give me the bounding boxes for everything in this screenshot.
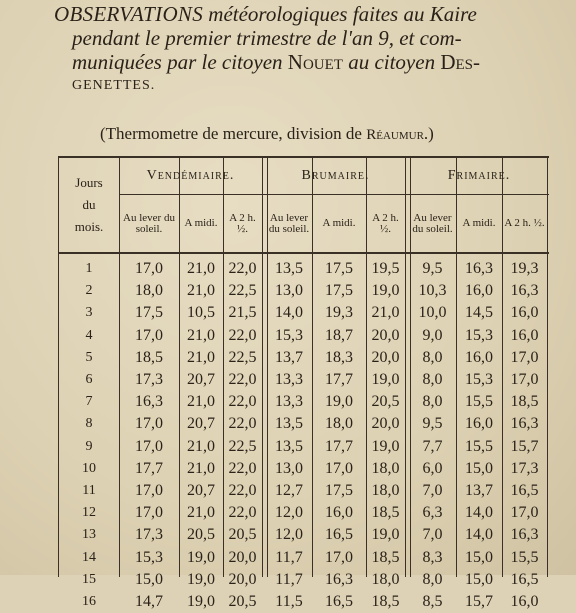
temperature-cell: 17,5 (325, 482, 353, 499)
temperature-cell: 22,0 (228, 393, 257, 411)
temperature-cell: 17,0 (510, 371, 539, 388)
temperature-cell: 17,5 (325, 260, 353, 277)
temperature-cell: 20,5 (187, 526, 215, 544)
temperature-cell: 17,7 (325, 371, 353, 388)
temperature-cell: 22,5 (228, 348, 257, 366)
temperature-cell: 21,0 (187, 282, 215, 300)
temperature-cell: 13,5 (275, 437, 303, 455)
temperature-cell: 7,0 (422, 482, 443, 499)
temperature-cell: 18,0 (325, 415, 353, 433)
title-line-3 (72, 50, 569, 74)
temperature-cell: 21,0 (187, 260, 215, 277)
table-row (59, 569, 549, 591)
title-name-des: Des- (440, 50, 480, 74)
temperature-cell: 19,0 (187, 548, 215, 566)
temperature-cell: 18,7 (325, 326, 353, 344)
subheader-lever: Au lever du soleil. (412, 211, 453, 235)
month-header-frimaire: Frimaire. (447, 168, 511, 183)
temperature-cell: 20,7 (187, 415, 215, 433)
temperature-cell: 16,3 (510, 415, 539, 433)
temperature-cell: 22,0 (228, 482, 257, 499)
temperature-cell: 19,5 (371, 260, 400, 277)
subheader-2h: A 2 h. ½. (372, 211, 399, 235)
temperature-cell: 17,0 (510, 348, 539, 366)
table-row (59, 391, 549, 413)
subheader-2h: A 2 h. ½. (229, 211, 256, 235)
temperature-cell: 17,7 (325, 437, 353, 455)
temperature-cell: 17,3 (135, 526, 163, 544)
temperature-cell: 22,5 (228, 437, 257, 455)
table-row (59, 302, 549, 324)
temperature-cell: 21,0 (187, 437, 215, 455)
table-row (59, 280, 549, 302)
temperature-cell: 8,5 (422, 593, 443, 610)
month-header-brumaire: Brumaire. (301, 168, 370, 183)
table-row (59, 547, 549, 569)
temperature-cell: 15,5 (465, 393, 493, 411)
temperature-cell: 15,5 (465, 437, 493, 455)
table-row (59, 436, 549, 458)
table-row (59, 413, 549, 435)
temperature-cell: 17,0 (135, 504, 163, 522)
temperature-cell: 21,0 (187, 393, 215, 411)
temperature-cell: 22,0 (228, 260, 257, 277)
day-number: 14 (82, 549, 96, 565)
temperature-cell: 9,5 (422, 260, 443, 277)
subtitle-name: Réaumur (366, 127, 424, 143)
temperature-cell: 10,3 (418, 282, 447, 300)
temperature-cell: 16,0 (465, 348, 493, 366)
subheader-lever: Au lever du soleil. (123, 211, 175, 235)
temperature-cell: 13,7 (275, 348, 303, 366)
subtitle (100, 124, 570, 144)
temperature-cell: 12,0 (275, 526, 303, 544)
temperature-cell: 17,0 (135, 482, 163, 499)
header-bottom-rule (59, 252, 549, 254)
temperature-cell: 17,0 (135, 260, 163, 277)
temperature-cell: 8,0 (422, 371, 443, 388)
temperature-cell: 17,7 (135, 459, 163, 477)
temperature-cell: 17,0 (325, 459, 353, 477)
day-number: 5 (85, 349, 93, 365)
temperature-cell: 14,0 (275, 304, 303, 322)
temperature-cell: 9,0 (422, 326, 443, 344)
table-row (59, 347, 549, 369)
day-number: 13 (82, 527, 96, 543)
temperature-cell: 16,3 (135, 393, 163, 411)
temperature-cell: 16,3 (465, 260, 493, 277)
month-header-vendemiaire: Vendémiaire. (146, 168, 235, 183)
temperature-cell: 19,0 (371, 437, 400, 455)
title-line-2: pendant le premier trimestre de l'an 9, et com- (72, 26, 462, 50)
temperature-cell: 18,5 (371, 548, 400, 566)
temperature-cell: 11,5 (275, 593, 303, 610)
temperature-cell: 21,0 (187, 326, 215, 344)
table-row (59, 524, 549, 546)
temperature-cell: 14,0 (465, 526, 493, 544)
day-number: 9 (85, 438, 93, 454)
temperature-cell: 20,0 (371, 415, 400, 433)
temperature-cell: 15,0 (135, 570, 163, 588)
temperature-cell: 7,0 (422, 526, 443, 544)
temperature-cell: 17,3 (135, 371, 163, 388)
subheader-2h: A 2 h. ½. (504, 217, 545, 229)
observation-table (58, 156, 549, 610)
day-number: 10 (82, 460, 96, 476)
temperature-cell: 18,0 (371, 459, 400, 477)
temperature-cell: 16,0 (325, 504, 353, 522)
day-number: 16 (82, 594, 96, 609)
temperature-cell: 13,5 (275, 260, 303, 277)
temperature-cell: 15,3 (465, 326, 493, 344)
day-number: 15 (82, 571, 96, 587)
title-line-1 (54, 2, 569, 26)
temperature-cell: 17,0 (325, 548, 353, 566)
temperature-cell: 15,3 (135, 548, 163, 566)
du-label: du (82, 197, 96, 212)
temperature-cell: 15,0 (465, 570, 493, 588)
temperature-cell: 11,7 (275, 548, 303, 566)
temperature-cell: 13,3 (275, 371, 303, 388)
temperature-cell: 14,0 (465, 504, 493, 522)
temperature-cell: 16,0 (510, 304, 539, 322)
temperature-cell: 7,7 (422, 437, 443, 455)
temperature-cell: 22,5 (228, 282, 257, 300)
day-number: 7 (85, 394, 93, 410)
temperature-cell: 19,3 (510, 260, 539, 277)
temperature-cell: 15,0 (465, 459, 493, 477)
temperature-cell: 17,3 (510, 459, 539, 477)
temperature-cell: 19,0 (325, 393, 353, 411)
temperature-cell: 18,5 (135, 348, 163, 366)
table-row (59, 325, 549, 347)
temperature-cell: 17,5 (135, 304, 163, 322)
table-row (59, 258, 549, 280)
temperature-cell: 15,3 (465, 371, 493, 388)
temperature-cell: 16,5 (510, 482, 539, 499)
subheader-midi: A midi. (462, 217, 496, 229)
temperature-cell: 22,0 (228, 415, 257, 433)
temperature-cell: 20,7 (187, 371, 215, 388)
title-line-4: GENETTES. (72, 78, 156, 93)
temperature-cell: 20,7 (187, 482, 215, 499)
jours-header (59, 158, 119, 252)
temperature-cell: 18,0 (371, 482, 400, 499)
subheader-midi: A midi. (322, 217, 356, 229)
temperature-cell: 6,0 (422, 459, 443, 477)
temperature-cell: 20,5 (228, 526, 257, 544)
day-number: 2 (85, 283, 93, 299)
subheader-midi: A midi. (184, 217, 218, 229)
jours-label: Jours (75, 175, 103, 190)
temperature-cell: 19,3 (325, 304, 353, 322)
temperature-cell: 20,0 (228, 570, 257, 588)
temperature-cell: 11,7 (275, 570, 303, 588)
temperature-cell: 22,0 (228, 371, 257, 388)
table-row (59, 458, 549, 480)
temperature-cell: 22,0 (228, 326, 257, 344)
temperature-cell: 19,0 (371, 526, 400, 544)
day-number: 12 (82, 505, 96, 521)
temperature-cell: 8,3 (422, 548, 443, 566)
day-number: 1 (85, 261, 93, 276)
temperature-cell: 8,0 (422, 570, 443, 588)
day-number: 8 (85, 416, 93, 432)
temperature-cell: 18,0 (135, 282, 163, 300)
temperature-cell: 14,7 (135, 593, 163, 610)
temperature-cell: 15,7 (465, 593, 493, 610)
temperature-cell: 20,0 (371, 348, 400, 366)
temperature-cell: 13,0 (275, 282, 303, 300)
temperature-cell: 13,5 (275, 415, 303, 433)
title-line-3-b: au citoyen (342, 50, 441, 74)
temperature-cell: 18,5 (371, 593, 400, 610)
temperature-cell: 14,5 (465, 304, 493, 322)
mois-label: mois. (74, 219, 104, 234)
temperature-cell: 20,5 (228, 593, 257, 610)
temperature-cell: 15,3 (275, 326, 303, 344)
temperature-cell: 17,0 (135, 326, 163, 344)
day-number: 6 (85, 372, 93, 387)
temperature-cell: 17,5 (325, 282, 353, 300)
table-row (59, 369, 549, 391)
subheader-lever: Au lever du soleil. (268, 211, 310, 235)
temperature-cell: 16,5 (325, 526, 353, 544)
temperature-cell: 18,0 (371, 570, 400, 588)
day-number: 3 (85, 305, 93, 321)
temperature-cell: 16,3 (510, 526, 539, 544)
temperature-cell: 19,0 (371, 371, 400, 388)
temperature-cell: 12,0 (275, 504, 303, 522)
subtitle-b: .) (423, 124, 434, 143)
temperature-cell: 21,0 (187, 504, 215, 522)
temperature-cell: 22,0 (228, 504, 257, 522)
table-row (59, 502, 549, 524)
temperature-cell: 13,0 (275, 459, 303, 477)
temperature-cell: 22,0 (228, 459, 257, 477)
temperature-cell: 16,3 (325, 570, 353, 588)
temperature-cell: 17,0 (510, 504, 539, 522)
temperature-cell: 20,5 (371, 393, 400, 411)
temperature-cell: 21,0 (187, 348, 215, 366)
temperature-cell: 9,5 (422, 415, 443, 433)
document-title (14, 2, 569, 98)
temperature-cell: 20,0 (228, 548, 257, 566)
temperature-cell: 10,0 (418, 304, 447, 322)
temperature-cell: 19,0 (187, 593, 215, 610)
title-caps: OBSERVATIONS (54, 2, 204, 26)
title-line-1-rest: météorologiques faites au Kaire (203, 2, 477, 26)
temperature-cell: 18,3 (325, 348, 353, 366)
temperature-cell: 19,0 (187, 570, 215, 588)
temperature-cell: 8,0 (422, 393, 443, 411)
temperature-cell: 15,7 (510, 437, 539, 455)
title-line-3-a: muniquées par le citoyen (72, 50, 288, 74)
temperature-cell: 16,5 (325, 593, 353, 610)
temperature-cell: 13,3 (275, 393, 303, 411)
temperature-cell: 21,0 (371, 304, 400, 322)
temperature-cell: 19,0 (371, 282, 400, 300)
temperature-cell: 8,0 (422, 348, 443, 366)
title-name-nouet: Nouet (287, 50, 343, 74)
temperature-cell: 18,5 (510, 393, 539, 411)
table-row (59, 480, 549, 502)
temperature-cell: 21,5 (228, 304, 257, 322)
temperature-cell: 6,3 (422, 504, 443, 522)
temperature-cell: 13,7 (465, 482, 493, 499)
temperature-cell: 16,0 (510, 593, 539, 610)
day-number: 11 (82, 483, 96, 498)
temperature-cell: 16,3 (510, 282, 539, 300)
temperature-cell: 17,0 (135, 415, 163, 433)
temperature-cell: 10,5 (187, 304, 215, 322)
temperature-cell: 15,0 (465, 548, 493, 566)
temperature-cell: 16,0 (510, 326, 539, 344)
subtitle-a: (Thermometre de mercure, division de (100, 124, 367, 143)
temperature-cell: 15,5 (510, 548, 539, 566)
temperature-cell: 20,0 (371, 326, 400, 344)
temperature-cell: 18,5 (371, 504, 400, 522)
temperature-cell: 16,0 (465, 282, 493, 300)
table-row (59, 591, 549, 613)
temperature-cell: 21,0 (187, 459, 215, 477)
temperature-cell: 12,7 (275, 482, 303, 499)
temperature-cell: 16,0 (465, 415, 493, 433)
temperature-cell: 17,0 (135, 437, 163, 455)
day-number: 4 (85, 327, 93, 343)
temperature-cell: 16,5 (510, 570, 539, 588)
